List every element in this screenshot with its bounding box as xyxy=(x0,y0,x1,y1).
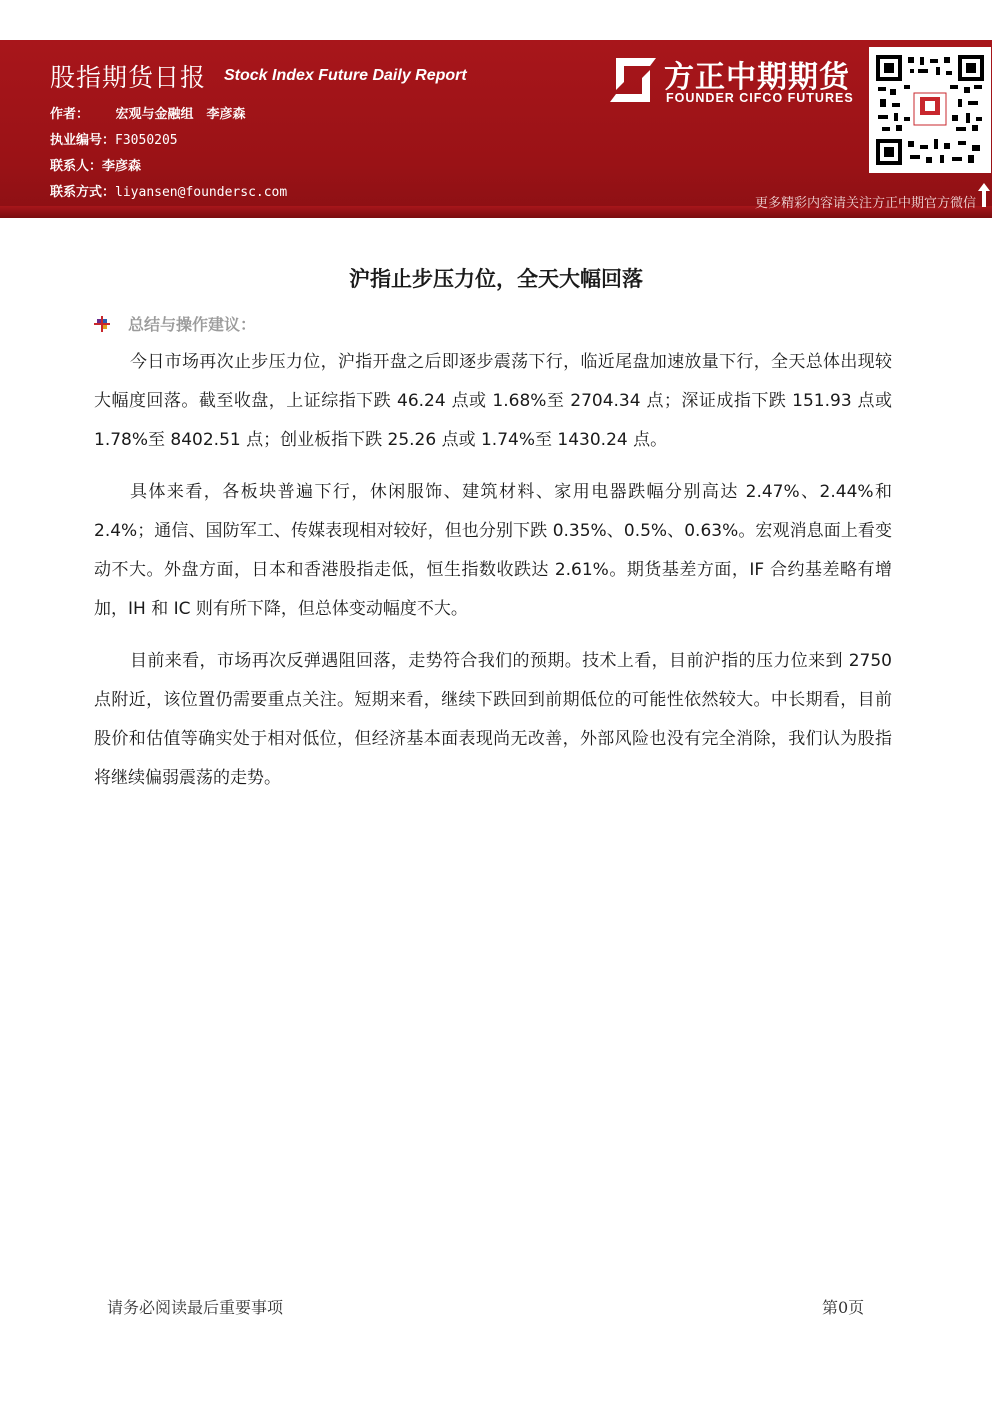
paragraph-1: 今日市场再次止步压力位，沪指开盘之后即逐步震荡下行，临近尾盘加速放量下行，全天总体出现较大幅度回落。截至收盘，上证综指下跌 46.24 点或 1.68%至 2704.34 点；深证成指下跌 151.93 点或 1.78%至 8402.51 点；创业板指下跌 25.26 点或 1.74%至 1430.24 点。 xyxy=(94,352,892,450)
document-title: 沪指止步压力位，全天大幅回落 xyxy=(349,267,643,291)
company-name-en: FOUNDER CIFCO FUTURES xyxy=(666,91,854,105)
paragraph-3: 目前来看，市场再次反弹遇阻回落，走势符合我们的预期。技术上看，目前沪指的压力位来到 2750 点附近，该位置仍需要重点关注。短期来看，继续下跌回到前期低位的可能性依然较大。中长期看，目前股价和估值等确实处于相对低位，但经济基本面表现尚无改善，外部风险也没有完全消除，我们认为股指将继续偏弱震荡的走势。 xyxy=(94,651,892,788)
company-name-cn: 方正中期期货 xyxy=(664,60,850,95)
contact-value: 李彦森 xyxy=(102,159,142,174)
author-value: 宏观与金融组 李彦森 xyxy=(115,107,246,122)
section-heading xyxy=(94,312,256,336)
paragraph-2: 具体来看，各板块普遍下行，休闲服饰、建筑材料、家用电器跌幅分别高达 2.47%、2.44%和 2.4%；通信、国防军工、传媒表现相对较好，但也分别下跌 0.35%、0.5%、0.63%。宏观消息面上看变动不大。外盘方面，日本和香港股指走低，恒生指数收跌达 2.61%。期货基差方面，IF 合约基差略有增加，IH 和 IC 则有所下降，但总体变动幅度不大。 xyxy=(94,482,892,619)
section-heading-text: 总结与操作建议： xyxy=(128,315,257,334)
report-title-en: Stock Index Future Daily Report xyxy=(224,67,467,84)
section-bullet-icon xyxy=(94,316,110,332)
company-logo-icon xyxy=(608,56,658,104)
author-row xyxy=(50,103,246,122)
license-value: F3050205 xyxy=(115,133,178,148)
author-label: 作者： xyxy=(50,107,90,122)
contact-method-label: 联系方式： xyxy=(50,185,116,200)
qr-code-icon xyxy=(876,55,984,165)
up-arrow-icon xyxy=(978,183,990,207)
contact-label: 联系人： xyxy=(50,159,103,174)
contact-method-row xyxy=(50,181,287,200)
contact-email[interactable]: liyansen@foundersc.com xyxy=(115,185,288,200)
footer-page-number: 第0页 xyxy=(822,1298,865,1317)
license-label: 执业编号： xyxy=(50,133,116,148)
footer-notice: 请务必阅读最后重要事项 xyxy=(107,1298,284,1317)
contact-row xyxy=(50,155,141,174)
report-title-cn: 股指期货日报 xyxy=(50,63,207,92)
license-row xyxy=(50,129,178,148)
wechat-follow-note: 更多精彩内容请关注方正中期官方微信 xyxy=(754,196,976,211)
wechat-qr-code xyxy=(869,47,991,173)
